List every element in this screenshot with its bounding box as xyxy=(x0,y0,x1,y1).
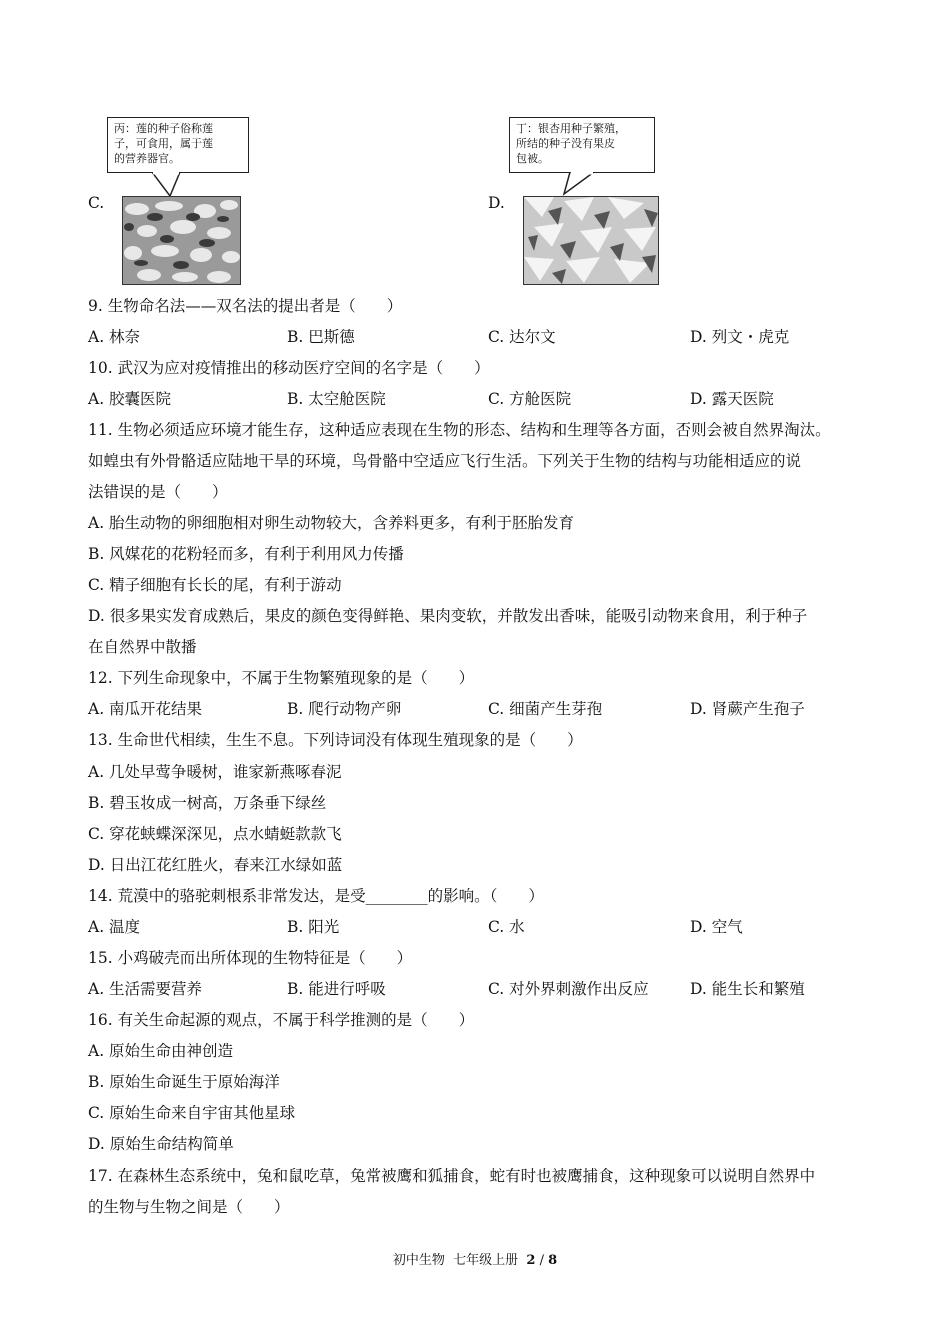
lotus-seed-photo xyxy=(122,196,241,285)
option-d: D. 原始生命结构简单 xyxy=(88,1135,234,1153)
option-c: C. 穿花蛱蝶深深见，点水蜻蜓款款飞 xyxy=(88,825,342,843)
option-a: A. 胶囊医院 xyxy=(88,390,172,408)
option-b: B. 风媒花的花粉轻而多，有利于利用风力传播 xyxy=(88,545,404,563)
question-11-stem: 法错误的是（ ） xyxy=(88,483,228,501)
speech-line: 的营养器官。 xyxy=(114,152,180,165)
speech-line: 包被。 xyxy=(516,152,549,165)
speech-tail-c xyxy=(150,172,190,198)
speech-bubble-d xyxy=(509,117,655,173)
option-a: A. 几处早莺争暖树，谁家新燕啄春泥 xyxy=(88,763,342,781)
question-15-stem: 15. 小鸡破壳而出所体现的生物特征是（ ） xyxy=(88,949,413,967)
question-17-stem: 的生物与生物之间是（ ） xyxy=(88,1198,290,1216)
question-12-stem: 12. 下列生命现象中，不属于生物繁殖现象的是（ ） xyxy=(88,669,475,687)
option-b: B. 爬行动物产卵 xyxy=(287,700,402,718)
option-d: D. 很多果实发育成熟后，果皮的颜色变得鲜艳、果肉变软，并散发出香味，能吸引动物来食用，利于种子 xyxy=(88,607,808,625)
footer-page-number: 2 xyxy=(526,1253,536,1268)
option-d: D. 空气 xyxy=(690,918,743,936)
footer-subject: 初中生物 xyxy=(392,1253,445,1268)
figure-c-label: C. xyxy=(88,194,105,212)
option-a: A. 温度 xyxy=(88,918,141,936)
footer-grade: 七年级上册 xyxy=(453,1253,519,1268)
speech-line: 子，可食用，属于莲 xyxy=(114,137,213,150)
option-c: C. 精子细胞有长长的尾，有利于游动 xyxy=(88,576,342,594)
question-13-stem: 13. 生命世代相续，生生不息。下列诗词没有体现生殖现象的是（ ） xyxy=(88,731,583,749)
option-b: B. 阳光 xyxy=(287,918,340,936)
speech-bubble-c xyxy=(107,117,249,173)
question-17-stem: 17. 在森林生态系统中，兔和鼠吃草，兔常被鹰和狐捕食，蛇有时也被鹰捕食，这种现象可以说明自然界中 xyxy=(88,1167,816,1185)
option-d: D. 能生长和繁殖 xyxy=(690,980,805,998)
question-16-stem: 16. 有关生命起源的观点，不属于科学推测的是（ ） xyxy=(88,1011,475,1029)
figure-d-label: D. xyxy=(488,194,505,212)
option-d: D. 露天医院 xyxy=(690,390,774,408)
option-d: D. 肾蕨产生孢子 xyxy=(690,700,805,718)
option-b: B. 巴斯德 xyxy=(287,328,355,346)
ginkgo-seed-photo xyxy=(523,196,659,285)
speech-tail-d xyxy=(560,172,600,198)
question-11-stem: 11. 生物必须适应环境才能生存，这种适应表现在生物的形态、结构和生理等各方面，否则会被自然界淘汰。 xyxy=(88,421,831,439)
option-c: C. 原始生命来自宇宙其他星球 xyxy=(88,1104,296,1122)
option-a: A. 原始生命由神创造 xyxy=(88,1042,234,1060)
footer-page-total: 8 xyxy=(548,1253,558,1268)
option-c: C. 水 xyxy=(488,918,525,936)
speech-line: 丁：银杏用种子繁殖， xyxy=(516,122,626,135)
page-footer xyxy=(0,1252,950,1270)
option-d: D. 日出江花红胜火，春来江水绿如蓝 xyxy=(88,856,343,874)
question-14-stem: 14. 荒漠中的骆驼刺根系非常发达，是受________的影响。（ ） xyxy=(88,887,544,905)
footer-separator: / xyxy=(539,1253,544,1268)
option-c: C. 方舱医院 xyxy=(488,390,572,408)
speech-line: 丙：莲的种子俗称莲 xyxy=(114,122,213,135)
option-a: A. 生活需要营养 xyxy=(88,980,203,998)
option-b: B. 太空舱医院 xyxy=(287,390,386,408)
question-10-stem: 10. 武汉为应对疫情推出的移动医疗空间的名字是（ ） xyxy=(88,359,490,377)
option-a: A. 林奈 xyxy=(88,328,141,346)
option-d-continued: 在自然界中散播 xyxy=(88,638,197,656)
question-11-stem: 如蝗虫有外骨骼适应陆地干旱的环境，鸟骨骼中空适应飞行生活。下列关于生物的结构与功能相适应的说 xyxy=(88,452,802,470)
question-9-stem: 9. 生物命名法——双名法的提出者是（ ） xyxy=(88,297,403,315)
speech-line: 所结的种子没有果皮 xyxy=(516,137,615,150)
option-a: A. 胎生动物的卵细胞相对卵生动物较大，含养料更多，有利于胚胎发育 xyxy=(88,514,575,532)
option-d: D. 列文・虎克 xyxy=(690,328,790,346)
option-a: A. 南瓜开花结果 xyxy=(88,700,203,718)
option-c: C. 达尔文 xyxy=(488,328,556,346)
option-c: C. 对外界刺激作出反应 xyxy=(488,980,649,998)
option-c: C. 细菌产生芽孢 xyxy=(488,700,603,718)
option-b: B. 能进行呼吸 xyxy=(287,980,386,998)
option-b: B. 碧玉妆成一树高，万条垂下绿丝 xyxy=(88,794,327,812)
option-b: B. 原始生命诞生于原始海洋 xyxy=(88,1073,280,1091)
